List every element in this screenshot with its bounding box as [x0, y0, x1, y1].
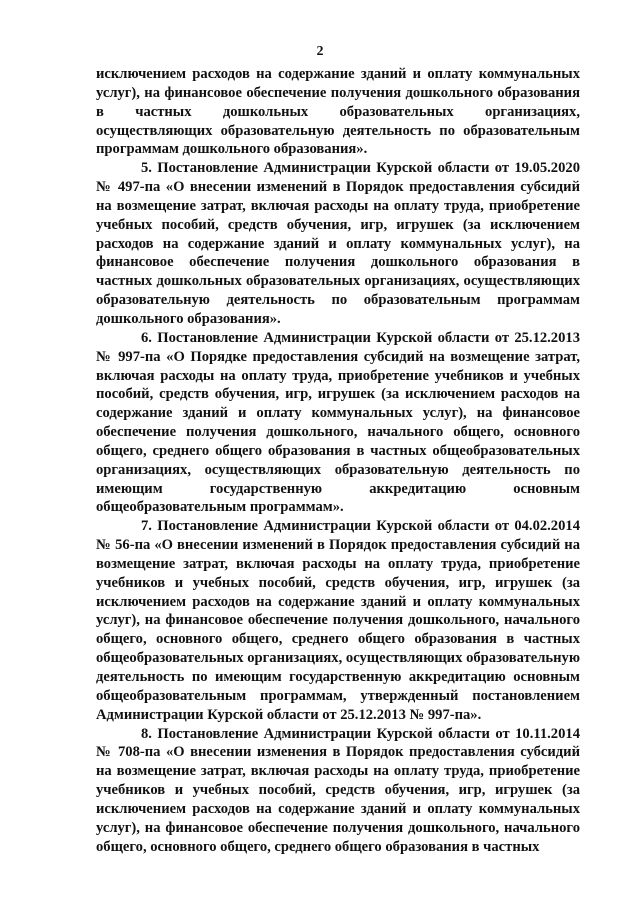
document-body: [96, 65, 580, 856]
paragraph-continuation: исключением расходов на содержание зданий и оплату коммунальных услуг), на финансовое обеспечение получения дошкольного образования в частных дошкольных образовательных организациях, осуществляющих образовательную деятельность по образовательным программам дошкольного образования».: [96, 66, 580, 158]
paragraph-item-7: 7. Постановление Администрации Курской области от 04.02.2014 № 56-па «О внесении изменений в Порядок предоставления субсидий на возмещение затрат, включая расходы на оплату труда, приобретение учебников и учебных пособий, средств обучения, игр, игрушек (за исключением расходов на содержание зданий и оплату коммунальных услуг), на финансовое обеспечение получения дошкольного, начального общего, основного общего, среднего общего образования в частных общеобразовательных организациях, осуществляющих образовательную деятельность по имеющим государственную аккредитацию основным общеобразовательным программам, утвержденный постановлением Администрации Курской области от 25.12.2013 № 997-па».: [96, 518, 580, 723]
paragraph-item-5: 5. Постановление Администрации Курской области от 19.05.2020 № 497-па «О внесении изменений в Порядок предоставления субсидий на возмещение затрат, включая расходы на оплату труда, приобретение учебных пособий, средств обучения, игр, игрушек (за исключением расходов на содержание зданий и оплату коммунальных услуг), на финансовое обеспечение получения дошкольного образования в частных дошкольных образовательных организациях, осуществляющих образовательную деятельность по образовательным программам дошкольного образования».: [96, 160, 580, 327]
page-number: 2: [316, 44, 324, 59]
paragraph-item-6: 6. Постановление Администрации Курской области от 25.12.2013 № 997-па «О Порядке предоставления субсидий на возмещение затрат, включая расходы на оплату труда, приобретение учебников и учебных пособий, средств обучения, игр, игрушек (за исключением расходов на содержание зданий и оплату коммунальных услуг), на финансовое обеспечение получения дошкольного, начального общего, основного общего, среднего общего образования в частных общеобразовательных организациях, осуществляющих образовательную деятельность по имеющим государственную аккредитацию основным общеобразовательным программам».: [96, 329, 580, 516]
paragraph-item-8: 8. Постановление Администрации Курской области от 10.11.2014 № 708-па «О внесении изменения в Порядок предоставления субсидий на возмещение затрат, включая расходы на оплату труда, приобретение учебников и учебных пособий, средств обучения, игр, игрушек (за исключением расходов на содержание зданий и оплату коммунальных услуг), на финансовое обеспечение получения дошкольного, начального общего, основного общего, среднего общего образования в частных: [96, 725, 580, 855]
